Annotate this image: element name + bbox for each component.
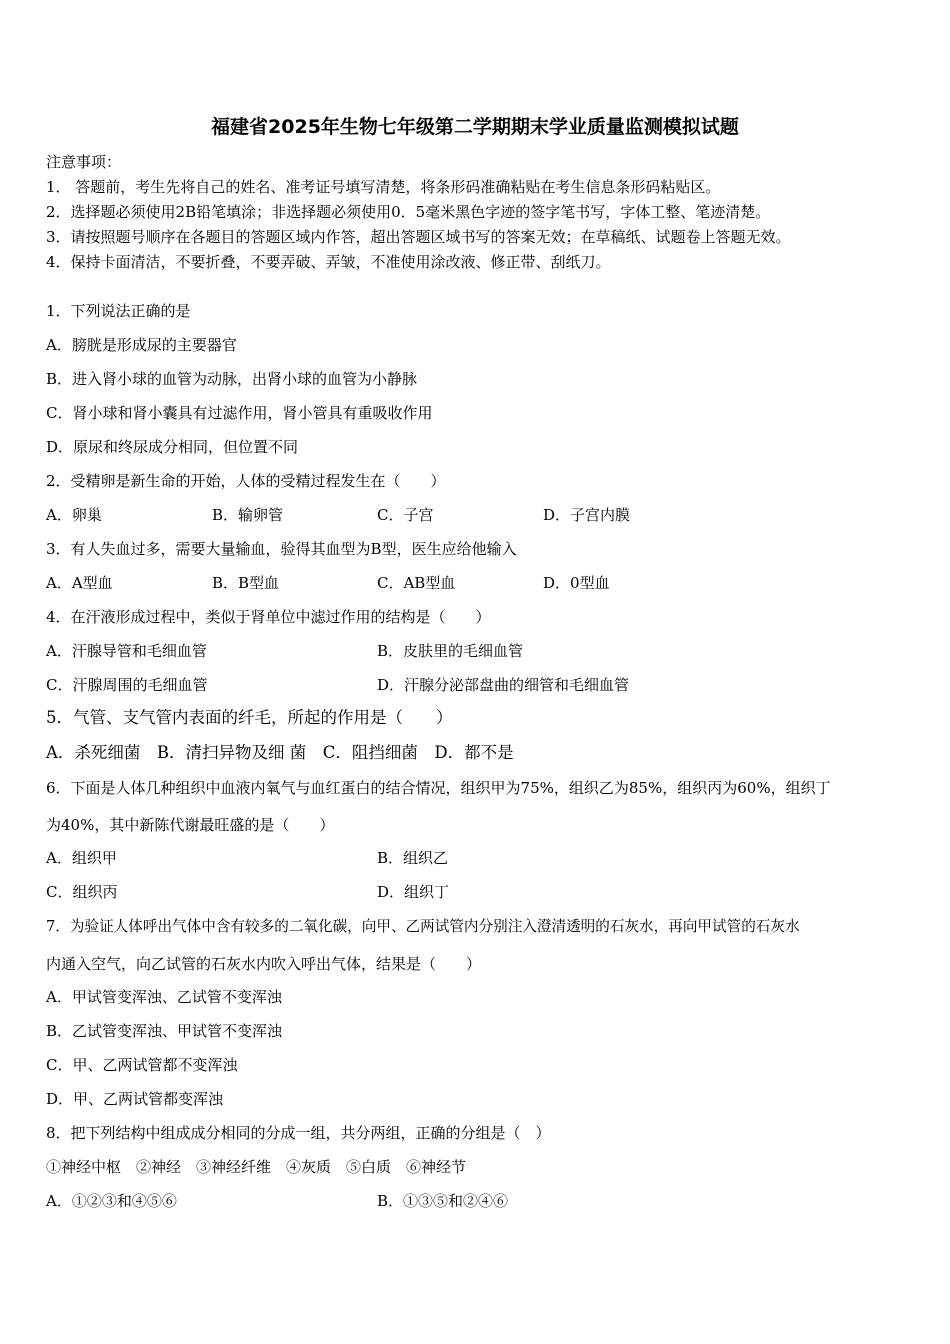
q2-option-b: B．输卵管 bbox=[212, 506, 284, 524]
q8-option-a: A．①②③和④⑤⑥ bbox=[46, 1192, 177, 1210]
q5-options: A．杀死细菌 B．清扫异物及细 菌 C．阻挡细菌 D．都不是 bbox=[46, 743, 514, 762]
q2-option-c: C．子宫 bbox=[377, 506, 434, 524]
q7-option-a: A．甲试管变浑浊、乙试管不变浑浊 bbox=[46, 988, 282, 1006]
q8-stem: 8．把下列结构中组成成分相同的分成一组，共分两组，正确的分组是（ ） bbox=[46, 1124, 551, 1142]
q7-stem-line-1: 7．为验证人体呼出气体中含有较多的二氧化碳，向甲、乙两试管内分别注入澄清透明的石灰水，再向甲试管的石灰水 bbox=[46, 918, 800, 935]
q4-option-c: C．汗腺周围的毛细血管 bbox=[46, 676, 208, 694]
notice-item-3: 3．请按照题号顺序在各题目的答题区域内作答，超出答题区域书写的答案无效；在草稿纸、试题卷上答题无效。 bbox=[46, 228, 791, 246]
q1-option-b: B．进入肾小球的血管为动脉，出肾小球的血管为小静脉 bbox=[46, 370, 418, 388]
q3-stem: 3．有人失血过多，需要大量输血，验得其血型为B型，医生应给他输入 bbox=[46, 540, 517, 558]
page-title: 福建省2025年生物七年级第二学期期末学业质量监测模拟试题 bbox=[211, 116, 739, 138]
q4-option-d: D．汗腺分泌部盘曲的细管和毛细血管 bbox=[377, 676, 630, 694]
q1-option-a: A．膀胱是形成尿的主要器官 bbox=[46, 336, 237, 354]
q6-option-a: A．组织甲 bbox=[46, 849, 117, 867]
q8-option-b: B．①③⑤和②④⑥ bbox=[377, 1192, 509, 1210]
notice-heading: 注意事项： bbox=[46, 153, 122, 171]
q6-option-c: C．组织丙 bbox=[46, 883, 118, 901]
q2-option-a: A．卵巢 bbox=[46, 506, 102, 524]
notice-item-2: 2．选择题必须使用2B铅笔填涂；非选择题必须使用0．5毫米黑色字迹的签字笔书写，字体工整、笔迹清楚。 bbox=[46, 203, 771, 221]
q4-option-b: B．皮肤里的毛细血管 bbox=[377, 642, 524, 660]
q7-option-c: C．甲、乙两试管都不变浑浊 bbox=[46, 1056, 238, 1074]
q4-stem: 4．在汗液形成过程中，类似于肾单位中滤过作用的结构是（ ） bbox=[46, 608, 491, 626]
notice-item-1: 1． 答题前，考生先将自己的姓名、准考证号填写清楚，将条形码准确粘贴在考生信息条形码粘贴区。 bbox=[46, 178, 721, 196]
q6-stem-line-2: 为40%，其中新陈代谢最旺盛的是（ ） bbox=[46, 816, 335, 834]
q1-option-d: D．原尿和终尿成分相同，但位置不同 bbox=[46, 438, 299, 456]
q5-stem: 5．气管、支气管内表面的纤毛，所起的作用是（ ） bbox=[46, 708, 453, 727]
q7-option-b: B．乙试管变浑浊、甲试管不变浑浊 bbox=[46, 1022, 283, 1040]
q1-stem: 1．下列说法正确的是 bbox=[46, 302, 191, 320]
q3-option-a: A．A型血 bbox=[46, 574, 113, 592]
q3-option-c: C．AB型血 bbox=[377, 574, 456, 592]
q2-stem: 2．受精卵是新生命的开始，人体的受精过程发生在（ ） bbox=[46, 472, 446, 490]
q6-option-d: D．组织丁 bbox=[377, 883, 450, 901]
q6-option-b: B．组织乙 bbox=[377, 849, 449, 867]
q3-option-d: D．0型血 bbox=[543, 574, 610, 592]
q1-option-c: C．肾小球和肾小囊具有过滤作用，肾小管具有重吸收作用 bbox=[46, 404, 433, 422]
q7-option-d: D．甲、乙两试管都变浑浊 bbox=[46, 1090, 224, 1108]
q3-option-b: B．B型血 bbox=[212, 574, 280, 592]
q6-stem-line-1: 6．下面是人体几种组织中血液内氧气与血红蛋白的结合情况，组织甲为75%，组织乙为85%，组织丙为60%，组织丁 bbox=[46, 779, 831, 797]
q2-option-d: D．子宫内膜 bbox=[543, 506, 631, 524]
q8-items: ①神经中枢 ②神经 ③神经纤维 ④灰质 ⑤白质 ⑥神经节 bbox=[46, 1158, 467, 1176]
notice-item-4: 4．保持卡面清洁，不要折叠，不要弄破、弄皱，不准使用涂改液、修正带、刮纸刀。 bbox=[46, 253, 611, 271]
q4-option-a: A．汗腺导管和毛细血管 bbox=[46, 642, 207, 660]
q7-stem-line-2: 内通入空气，向乙试管的石灰水内吹入呼出气体，结果是（ ） bbox=[46, 955, 482, 973]
